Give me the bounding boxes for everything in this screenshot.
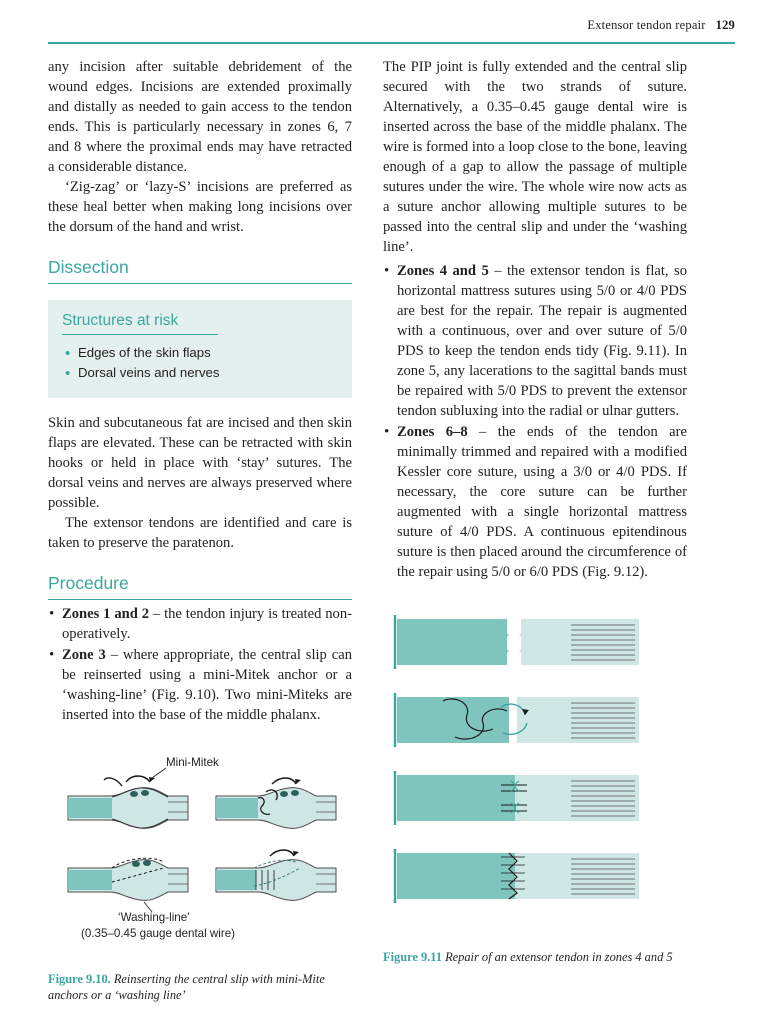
figure-caption-label: Figure 9.10. — [48, 971, 111, 986]
figure-9-11-caption — [383, 949, 687, 965]
list-item — [62, 605, 352, 645]
paragraph: The extensor tendons are identified and care is taken to preserve the paratenon. — [48, 514, 352, 551]
running-title: Extensor tendon repair — [587, 18, 706, 32]
figure-9-11 — [383, 609, 687, 939]
figure-label-washing-line: ‘Washing-line’ — [118, 910, 190, 924]
figure-label-mini-mitek: Mini-Mitek — [166, 755, 219, 769]
page-number: 129 — [715, 18, 735, 32]
list-item-lead: Zones 6–8 — [397, 423, 468, 440]
procedure-list — [48, 605, 352, 726]
zones-list — [383, 262, 687, 583]
list-item — [397, 262, 687, 422]
risk-box-list — [62, 343, 338, 384]
list-item — [397, 423, 687, 583]
list-item-text: – the extensor tendon is flat, so horizontal mattress sutures using 5/0 or 4/0 PDS are best for the repair. The repair is augmented with a continuous, over and over suture of 5/0 PDS to keep the tendon ends tidy (Fig. 9.11). In zone 5, any lacerations to the sagittal bands must be repaired with 5/0 PDS to prevent the extensor tendon subluxing into the radial or ulnar gutters. — [397, 262, 687, 419]
structures-at-risk-box — [48, 300, 352, 398]
list-item: • Dorsal veins and nerves — [78, 363, 338, 383]
list-item: • Edges of the skin flaps — [78, 343, 338, 363]
two-column-body — [48, 58, 735, 1004]
list-item-lead: Zones 1 and 2 — [62, 605, 150, 622]
figure-caption-label: Figure 9.11 — [383, 949, 442, 964]
paragraph: ‘Zig-zag’ or ‘lazy-S’ incisions are preferred as these heal better when making long incisions over the dorsum of the hand and wrist. — [48, 178, 352, 235]
header-rule — [48, 42, 735, 44]
figure-caption-text: Repair of an extensor tendon in zones 4 and 5 — [441, 949, 673, 964]
list-item-lead: Zones 4 and 5 — [397, 262, 489, 279]
left-column — [48, 58, 352, 1003]
page-header — [48, 18, 735, 44]
figure-9-10 — [48, 752, 352, 947]
section-heading-procedure: Procedure — [48, 573, 352, 600]
list-item-text: – the ends of the tendon are minimally trimmed and repaired with a modified Kessler core suture, using a 3/0 or 4/0 PDS. If necessary, the core suture can be further augmented with a single horizontal mattress suture of 4/0 PDS. A continuous epitendinous suture is then placed around the circumference of the repair using 5/0 or 6/0 PDS (Fig. 9.12). — [397, 423, 688, 580]
paragraph: Skin and subcutaneous fat are incised and then skin flaps are elevated. These can be retracted with skin hooks or held in place with ‘stay’ sutures. The dorsal veins and nerves are always preserved where possible. — [48, 414, 352, 511]
right-column — [383, 58, 687, 965]
section-heading-dissection: Dissection — [48, 257, 352, 284]
figure-9-10-caption — [48, 971, 352, 1003]
list-item-lead: Zone 3 — [62, 646, 106, 663]
header-running-head — [587, 18, 735, 33]
list-item-text: – the tendon injury is treated non-operatively. — [62, 605, 352, 642]
figure-9-11-illustration — [383, 609, 687, 939]
list-item-text: – where appropriate, the central slip can be reinserted using a mini-Mitek anchor or a ‘washing-line’ (Fig. 9.10). Two mini-Miteks are inserted into the base of the middle phalanx. — [62, 646, 352, 723]
risk-box-title: Structures at risk — [62, 312, 218, 335]
list-item — [62, 646, 352, 726]
figure-9-10-illustration — [48, 752, 352, 942]
figure-caption-text: Reinserting the central slip with mini-Mite anchors or a ‘washing line’ — [48, 971, 325, 1002]
figure-label-washing-line-sub: (0.35–0.45 gauge dental wire) — [81, 926, 236, 940]
paragraph: any incision after suitable debridement of the wound edges. Incisions are extended proximally and distally as needed to gain access to the tendon ends. This is particularly necessary in zones 6, 7 and 8 where the proximal ends may have retracted a considerable distance. — [48, 59, 352, 175]
paragraph: The PIP joint is fully extended and the central slip secured with the two strands of suture. Alternatively, a 0.35–0.45 gauge dental wire is inserted across the base of the middle phalanx. The wire is formed into a loop close to the bone, leaving enough of a gap to allow the passage of multiple sutures under the wire. The whole wire now acts as a suture anchor allowing multiple sutures to be passed into the central slip and under the ‘washing line’. — [383, 59, 687, 255]
